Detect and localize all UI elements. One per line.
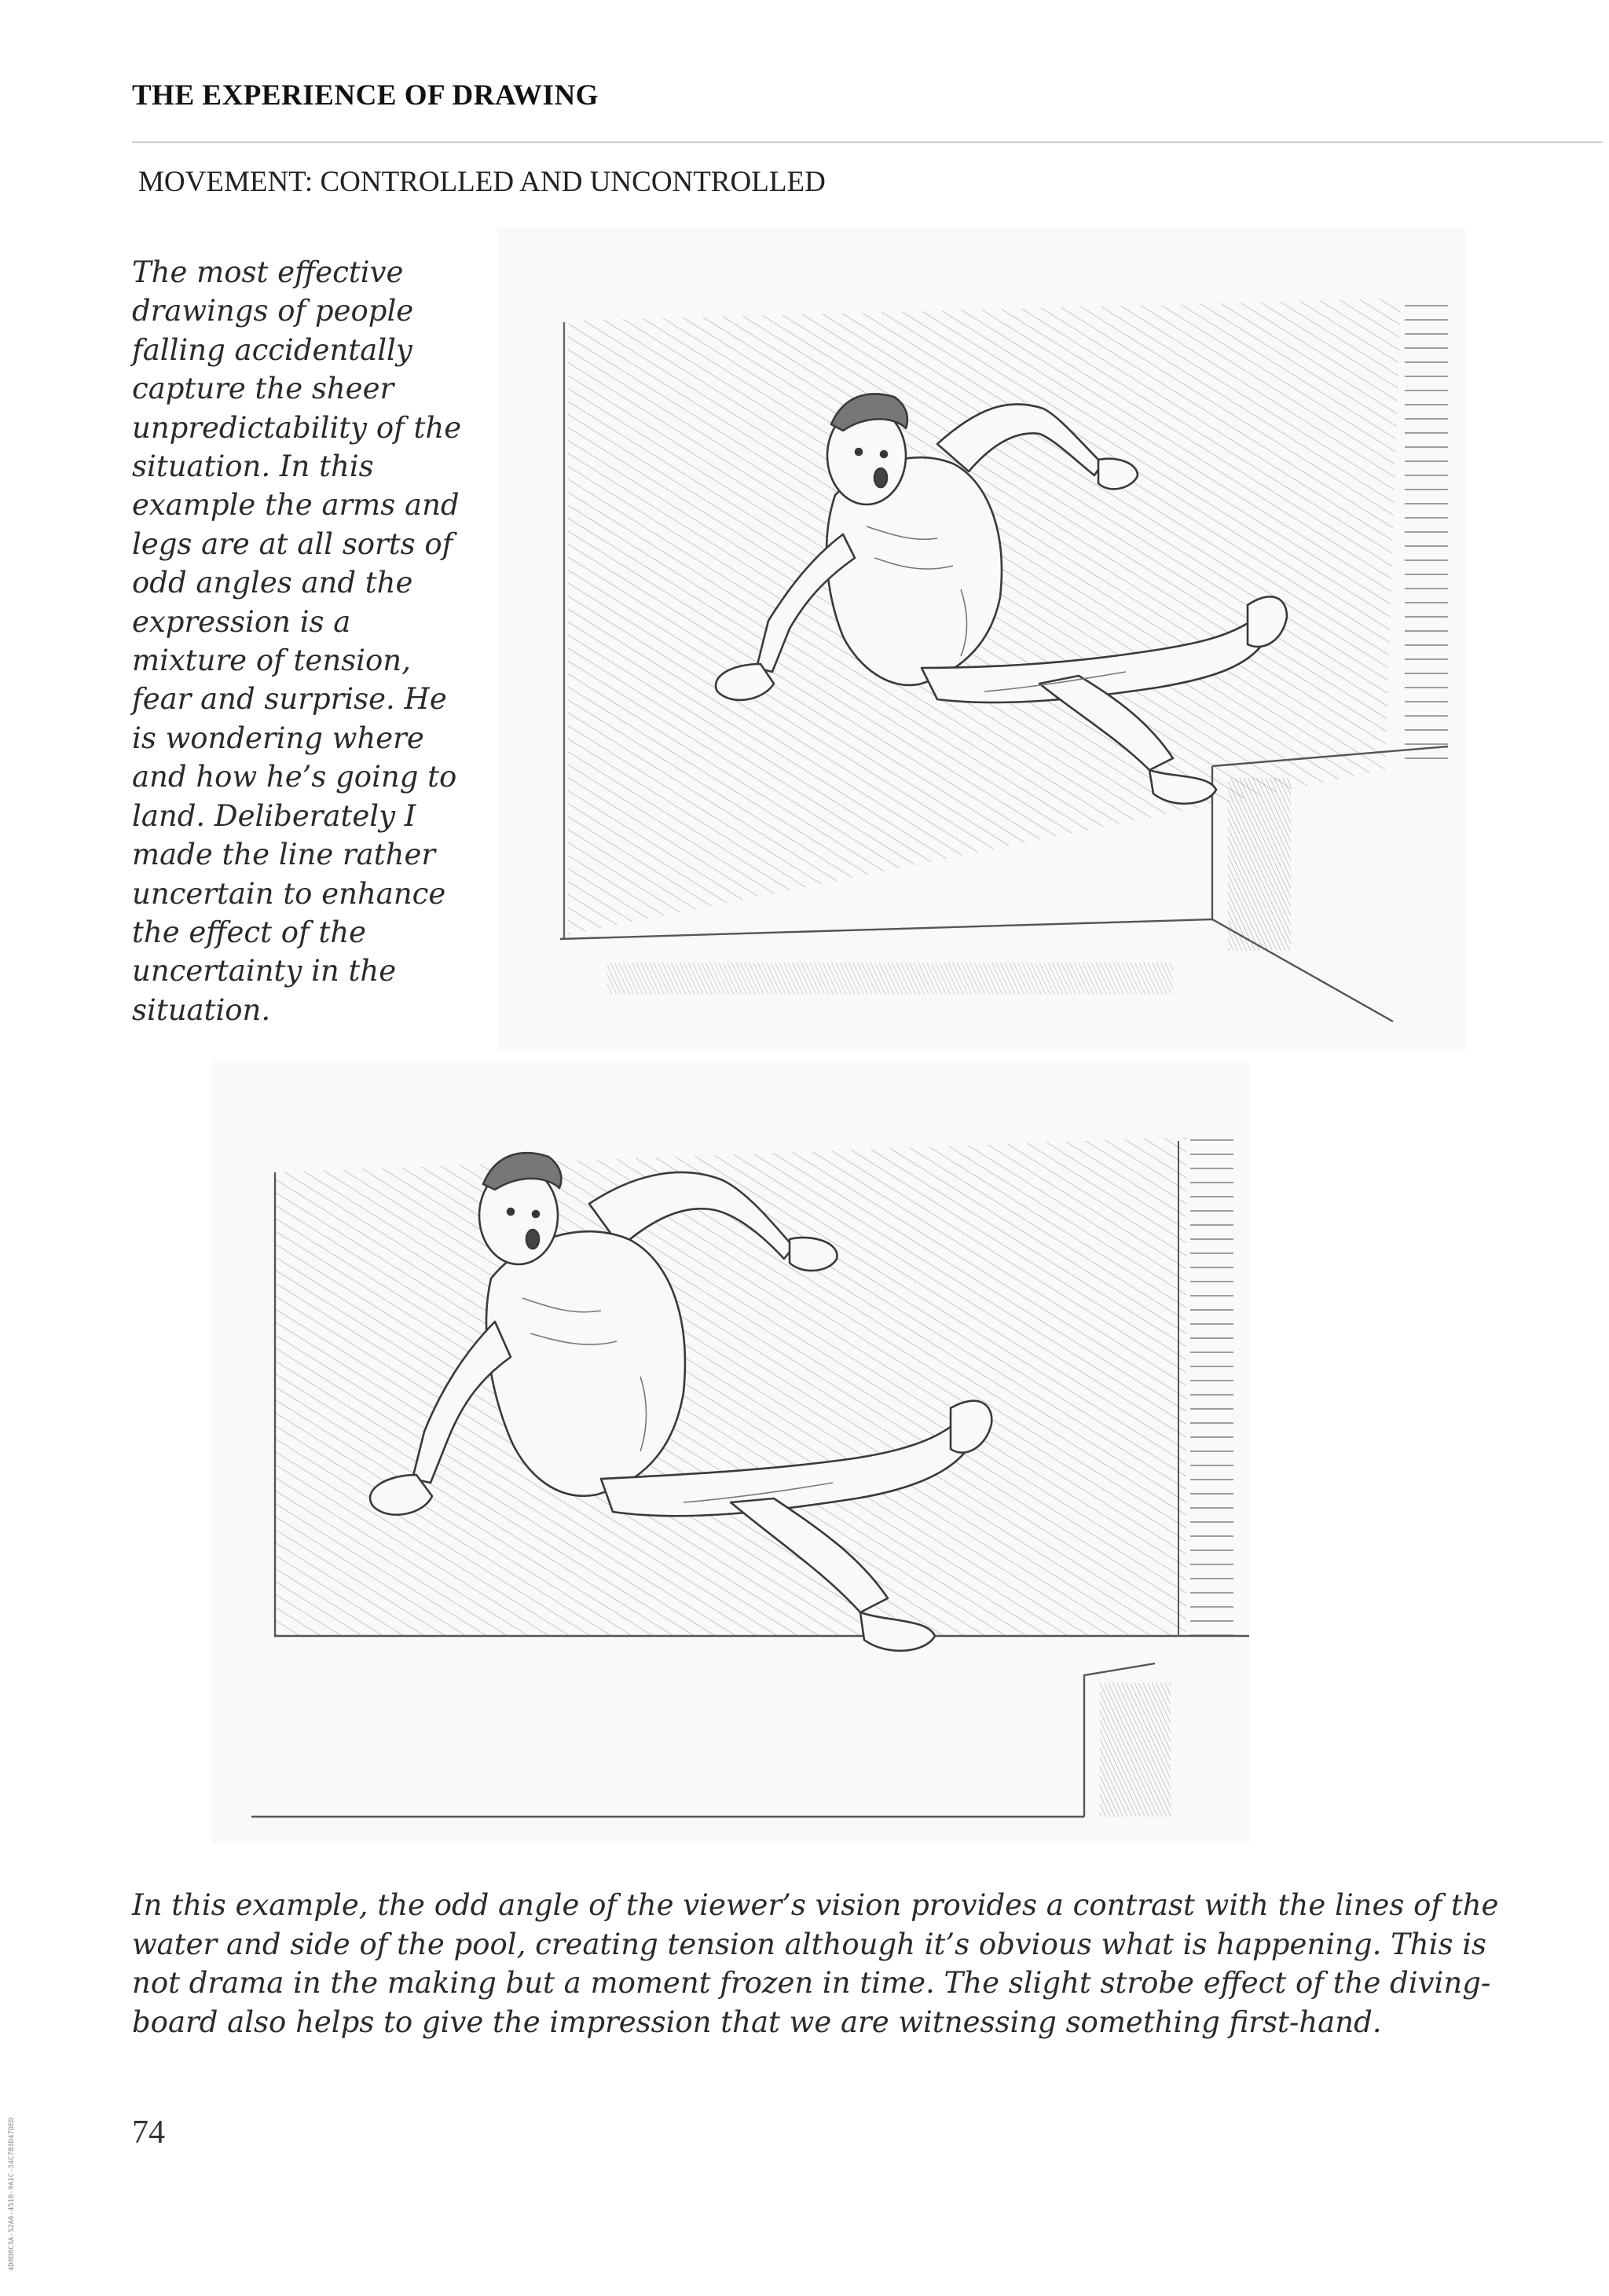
- caption-line: example the arms and: [132, 488, 460, 523]
- caption-line: the effect of the: [132, 915, 367, 949]
- falling-figure-sketch-bottom: [212, 1062, 1249, 1843]
- caption-line: situation.: [132, 992, 271, 1027]
- caption-line: not drama in the making but a moment frozen in time. The slight strobe effect of the diving-: [132, 1966, 1491, 2000]
- margin-code-text: 4D0D8C3A-52A6-4510-9A1C-34C7B3D47DED: [8, 2117, 16, 2271]
- caption-line: The most effective: [132, 255, 404, 289]
- running-head: THE EXPERIENCE OF DRAWING: [132, 79, 599, 112]
- side-caption: [132, 253, 470, 1029]
- caption-line: legs are at all sorts of: [132, 526, 453, 561]
- caption-line: capture the sheer: [132, 372, 394, 406]
- caption-line: is wondering where: [132, 721, 424, 755]
- caption-line: In this example, the odd angle of the viewer’s vision provides a contrast with the lines of the: [132, 1888, 1499, 1922]
- header-rule: [132, 141, 1603, 143]
- caption-line: falling accidentally: [132, 332, 412, 367]
- caption-line: expression is a: [132, 604, 351, 639]
- falling-figure-sketch-top: [497, 228, 1465, 1051]
- page-number: 74: [132, 2114, 165, 2151]
- caption-line: situation. In this: [132, 449, 374, 484]
- caption-line: uncertainty in the: [132, 954, 397, 988]
- section-title: MOVEMENT: CONTROLLED AND UNCONTROLLED: [138, 166, 826, 198]
- caption-line: and how he’s going to: [132, 760, 457, 794]
- caption-line: odd angles and the: [132, 566, 413, 600]
- caption-line: made the line rather: [132, 838, 436, 872]
- caption-line: uncertain to enhance: [132, 876, 446, 911]
- caption-line: board also helps to give the impression that we are witnessing something first-hand.: [132, 2004, 1382, 2039]
- side-margin-code: [5, 2082, 19, 2271]
- caption-line: water and side of the pool, creating tension although it’s obvious what is happening. This is: [132, 1927, 1487, 1961]
- bottom-caption: [132, 1886, 1515, 2041]
- caption-line: mixture of tension,: [132, 644, 411, 678]
- caption-line: drawings of people: [132, 294, 414, 328]
- caption-line: land. Deliberately I: [132, 798, 416, 833]
- caption-line: fear and surprise. He: [132, 682, 447, 717]
- caption-line: unpredictability of the: [132, 410, 462, 445]
